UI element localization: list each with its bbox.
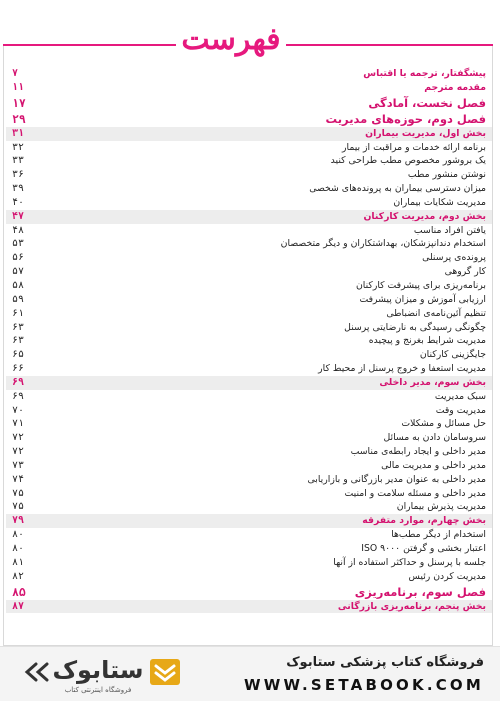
toc-entry-title: جایگزینی کارکنان [419,349,486,361]
toc-page-number: ۳۳ [12,155,25,167]
toc-entry-title: فصل دوم، حوزه‌های مدیریت [325,111,486,126]
toc-row[interactable] [6,500,492,514]
toc-page-number: ۸۲ [12,570,25,582]
toc-page-number: ۸۰ [12,543,25,554]
toc-row[interactable] [6,196,492,210]
toc-row[interactable] [6,390,492,404]
toc-entry-title: حل مسائل و مشکلات [401,418,486,430]
toc-page-number: ۵۸ [12,279,25,291]
toc-page-number: ۵۷ [12,266,25,278]
toc-page-number: ۶۹ [12,376,25,388]
toc-entry-title: مدیریت شکایات بیماران [393,196,486,208]
toc-entry-title: برنامه ارائه خدمات و مراقبت از بیمار [342,141,486,153]
toc-row[interactable] [6,334,492,348]
toc-page-number: ۳۹ [12,183,25,195]
toc-page-number: ۶۱ [12,307,25,319]
toc-entry-title: مدیریت کردن رئیس [408,570,486,582]
toc-entry-title: جلسه با پرسنل و حداکثر استفاده از آنها [333,556,486,568]
footer-banner [0,646,500,701]
toc-row[interactable] [6,251,492,265]
toc-page-number: ۵۶ [12,252,25,264]
toc-entry-title: سبک مدیریت [434,390,486,402]
toc-row[interactable] [6,487,492,501]
toc-entry-title: کار گروهی [444,266,486,278]
toc-row[interactable] [6,168,492,182]
toc-page-number: ۷۱ [12,418,25,430]
toc-entry-title: مدیریت پذیرش بیماران [396,501,486,513]
toc-row[interactable] [6,307,492,321]
toc-page-number: ۶۳ [12,321,25,333]
toc-page-number: ۷۹ [12,515,25,527]
toc-entry-title: استخدام از دیگر مطب‌ها [391,529,486,541]
page-title: فهرست [181,22,281,57]
toc-row[interactable] [6,473,492,487]
logo-wordmark: ستابوک [52,656,144,684]
toc-entry-title: بخش دوم، مدیریت کارکنان [363,210,486,222]
toc-page-number: ۳۱ [12,127,25,139]
toc-entry-title: فصل نخست، آمادگی [368,95,486,110]
toc-page-number: ۷۰ [12,404,25,416]
toc-entry-title: استخدام دندانپزشکان، بهداشتکاران و دیگر متخصصان [280,238,486,250]
toc-chapter-row[interactable] [6,111,492,127]
toc-row[interactable] [6,265,492,279]
table-of-contents [6,67,492,643]
toc-page-number: ۶۶ [12,363,25,375]
toc-page-number: ۷۲ [12,446,25,458]
toc-entry-title: سروسامان دادن به مسائل [383,432,486,444]
toc-row[interactable] [6,67,492,81]
book-stack-icon [148,655,182,689]
toc-row[interactable] [6,182,492,196]
toc-page-number: ۵۹ [12,293,25,305]
toc-row[interactable] [6,404,492,418]
toc-page-number: ۷۳ [12,459,25,471]
toc-page-number: ۸۷ [12,600,25,612]
toc-page-number: ۶۵ [12,349,25,361]
store-name: فروشگاه کتاب پزشکی ستابوک [286,655,484,670]
toc-entry-title: بخش سوم، مدیر داخلی [379,376,486,388]
toc-row[interactable] [6,154,492,168]
toc-page-number: ۸۱ [12,556,25,568]
toc-page-number: ۱۱ [12,81,25,93]
toc-row[interactable] [6,81,492,95]
toc-section-row[interactable] [6,127,492,141]
toc-entry-title: مدیریت استعفا و خروج پرسنل از محیط کار [318,363,486,375]
toc-chapter-row[interactable] [6,584,492,600]
store-url-link[interactable]: WWW.SETABOOK.COM [244,676,484,694]
toc-page-number: ۸۵ [12,584,26,599]
toc-page-number: ۷ [12,68,19,79]
toc-row[interactable] [6,224,492,238]
toc-page-number: ۵۳ [12,238,25,250]
toc-page-number: ۴۷ [12,210,25,222]
toc-entry-title: بخش چهارم، موارد متفرقه [362,515,486,527]
toc-row[interactable] [6,431,492,445]
toc-row[interactable] [6,237,492,251]
toc-page-number: ۴۸ [12,224,25,236]
toc-entry-title: چگونگی رسیدگی به نارضایتی پرسنل [344,321,486,333]
toc-entry-title: اعتبار بخشی و گرفتن ISO ۹۰۰۰ [361,543,486,554]
setabook-logo [18,655,188,697]
toc-row[interactable] [6,141,492,155]
toc-entry-title: مدیر داخلی و مسئله سلامت و امنیت [344,487,486,499]
toc-entry-title: برنامه‌ریزی برای پیشرفت کارکنان [355,279,486,291]
toc-chapter-row[interactable] [6,95,492,111]
toc-entry-title: مقدمه مترجم [424,81,486,93]
toc-section-row[interactable] [6,514,492,528]
toc-entry-title: بخش اول، مدیریت بیماران [365,127,486,139]
toc-row[interactable] [6,417,492,431]
toc-row[interactable] [6,556,492,570]
toc-row[interactable] [6,528,492,542]
toc-page-number: ۳۲ [12,141,25,153]
toc-entry-title: پیشگفتار، ترجمه یا اقتباس [363,68,486,79]
toc-row[interactable] [6,293,492,307]
toc-entry-title: نوشتن منشور مطب [407,169,486,181]
logo-tagline: فروشگاه اینترنتی کتاب [64,686,132,694]
toc-row[interactable] [6,279,492,293]
toc-page-number: ۷۵ [12,487,25,499]
toc-page-number: ۲۹ [12,111,26,126]
toc-page-number: ۸۰ [12,529,25,541]
toc-row[interactable] [6,459,492,473]
toc-row[interactable] [6,348,492,362]
toc-page-number: ۴۰ [12,196,25,208]
toc-section-row[interactable] [6,376,492,390]
toc-entry-title: میزان دسترسی بیماران به پرونده‌های شخصی [309,183,486,195]
toc-row[interactable] [6,321,492,335]
toc-section-row[interactable] [6,210,492,224]
toc-section-row[interactable] [6,600,492,614]
toc-entry-title: مدیر داخلی به عنوان مدیر بازرگانی و بازاریابی [307,473,486,485]
toc-page-number: ۶۳ [12,335,25,347]
toc-row[interactable] [6,362,492,376]
toc-page-number: ۷۲ [12,432,25,444]
toc-page-number: ۷۵ [12,501,25,513]
toc-entry-title: یافتن افراد مناسب [413,224,486,236]
toc-entry-title: ارزیابی آموزش و میزان پیشرفت [359,293,486,305]
toc-entry-title: تنظیم آئین‌نامه‌ی انضباطی [386,307,486,319]
toc-entry-title: بخش پنجم، برنامه‌ریزی بازرگانی [337,600,486,612]
toc-entry-title: فصل سوم، برنامه‌ریزی [354,584,486,599]
toc-page-number: ۳۶ [12,169,25,181]
toc-row[interactable] [6,445,492,459]
toc-entry-title: یک بروشور مخصوص مطب طراحی کنید [330,155,486,167]
toc-page-number: ۶۹ [12,390,25,402]
toc-page-number: ۷۴ [12,473,25,485]
toc-row[interactable] [6,570,492,584]
toc-entry-title: پرونده‌ی پرسنلی [422,252,486,264]
toc-entry-title: مدیر داخلی و ایجاد رابطه‌ی مناسب [350,446,486,458]
toc-entry-title: مدیریت شرایط بغرنج و پیچیده [368,335,486,347]
toc-entry-title: مدیریت وقت [435,404,486,416]
toc-page-number: ۱۷ [12,95,26,110]
toc-entry-title: مدیر داخلی و مدیریت مالی [381,459,486,471]
double-chevron-icon [22,661,52,683]
toc-row[interactable] [6,542,492,556]
